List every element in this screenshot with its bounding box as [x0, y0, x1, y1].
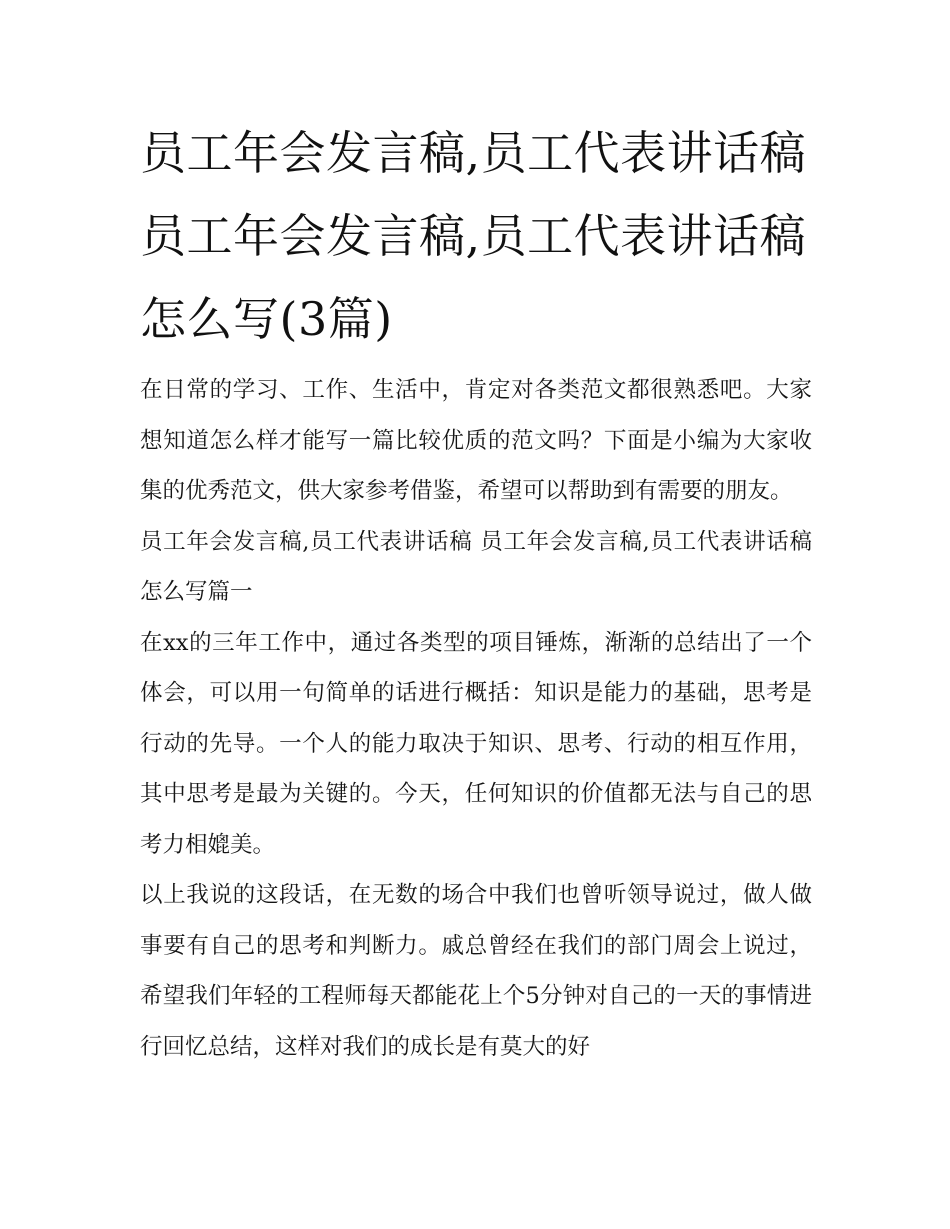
body-paragraph: 以上我说的这段话，在无数的场合中我们也曾听领导说过，做人做事要有自己的思考和判断力。戚总曾经在我们的部门周会上说过，希望我们年轻的工程师每天都能花上个5分钟对自己的一天的事情进行回忆总结，这样对我们的成长是有莫大的好	[140, 882, 812, 1060]
document-page	[140, 112, 812, 1072]
document-body	[140, 365, 812, 1072]
intro-paragraph: 在日常的学习、工作、生活中，肯定对各类范文都很熟悉吧。大家想知道怎么样才能写一篇比较优质的范文吗？下面是小编为大家收集的优秀范文，供大家参考借鉴，希望可以帮助到有需要的朋友。	[140, 377, 812, 504]
body-paragraph: 在xx的三年工作中，通过各类型的项目锤炼，渐渐的总结出了一个体会，可以用一句简单的话进行概括：知识是能力的基础，思考是行动的先导。一个人的能力取决于知识、思考、行动的相互作用，其中思考是最为关键的。今天，任何知识的价值都无法与自己的思考力相媲美。	[140, 629, 812, 858]
document-title: 员工年会发言稿,员工代表讲话稿 员工年会发言稿,员工代表讲话稿怎么写(3篇)	[140, 126, 807, 346]
section-heading: 员工年会发言稿,员工代表讲话稿 员工年会发言稿,员工代表讲话稿怎么写篇一	[140, 528, 812, 605]
